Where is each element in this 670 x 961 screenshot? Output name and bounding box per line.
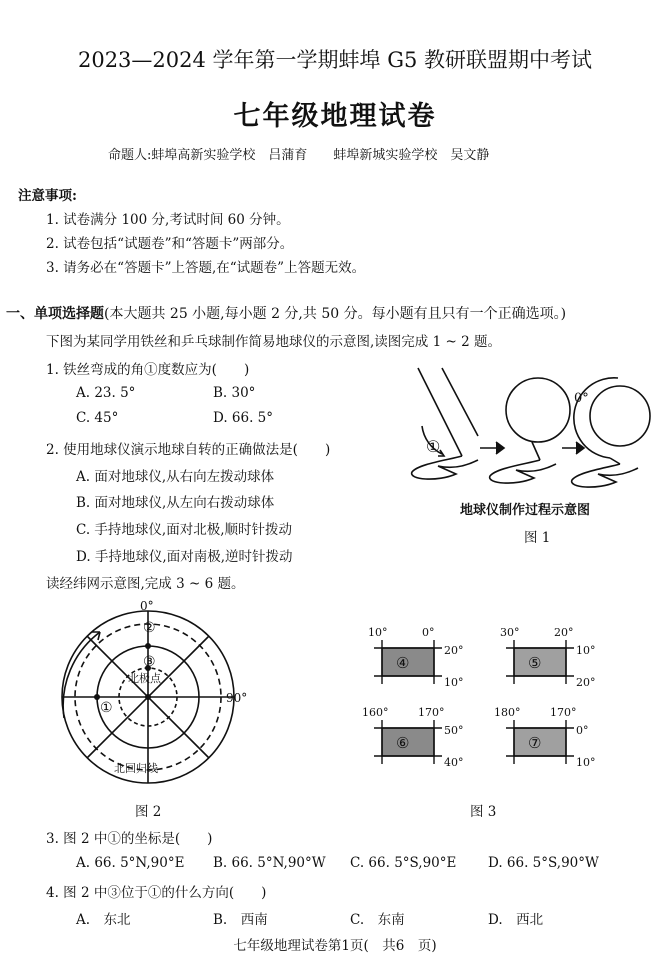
figure3-box-3	[362, 706, 464, 769]
figure3-grid-boxes	[360, 624, 612, 780]
q3-option-c: C. 66. 5°S,90°E	[350, 855, 457, 871]
figure2-caption: 图 2	[135, 804, 162, 820]
figure3-box-1	[368, 626, 464, 689]
figure3-label-top-left: 30°	[500, 626, 520, 639]
figure3-label-right-top: 10°	[576, 644, 596, 657]
q3-stem: 3. 图 2 中①的坐标是( )	[46, 831, 213, 847]
figure3-label-top-right: 0°	[422, 626, 435, 639]
figure3-box-id: ⑥	[396, 734, 410, 752]
section-heading-title: 一、单项选择题	[6, 306, 104, 322]
figure2-tropic: 北回归线	[114, 762, 158, 775]
q3-option-b: B. 66. 5°N,90°W	[213, 855, 326, 871]
figure3-box-id: ④	[396, 654, 410, 672]
intro-1-2: 下图为某同学用铁丝和乒乓球制作简易地球仪的示意图,读图完成 1 ~ 2 题。	[46, 334, 501, 350]
q4-option-a: A. 东北	[76, 912, 131, 928]
q2-option-c: C. 手持地球仪,面对北极,顺时针拨动	[76, 522, 293, 538]
authors-line: 命题人:蚌埠高新实验学校 吕蒲育 蚌埠新城实验学校 吴文静	[108, 148, 490, 163]
figure1-marker: ①	[426, 437, 441, 456]
notice-item-1: 1. 试卷满分 100 分,考试时间 60 分钟。	[46, 212, 290, 228]
figure3-label-top-left: 180°	[494, 706, 521, 719]
q1-option-a: A. 23. 5°	[76, 385, 136, 401]
q1-option-d: D. 66. 5°	[213, 410, 274, 426]
figure1-angle-label: 0°	[574, 391, 589, 406]
figure3-label-top-left: 160°	[362, 706, 389, 719]
figure3-caption: 图 3	[470, 804, 497, 820]
figure2-polar-grid	[52, 600, 252, 795]
notice-item-2: 2. 试卷包括“试题卷”和“答题卡”两部分。	[46, 236, 294, 252]
figure3-box-id: ⑦	[528, 734, 542, 752]
figure3-label-right-bottom: 10°	[444, 676, 464, 689]
figure3-label-top-right: 170°	[550, 706, 577, 719]
intro-3-6: 读经纬网示意图,完成 3 ~ 6 题。	[46, 576, 245, 592]
figure3-box-2	[500, 626, 596, 689]
figure1-inner-caption: 地球仪制作过程示意图	[460, 503, 591, 518]
section-heading	[6, 303, 566, 323]
exam-title: 2023—2024 学年第一学期蚌埠 G5 教研联盟期中考试	[77, 48, 593, 72]
q1-option-c: C. 45°	[76, 410, 119, 426]
q2-option-b: B. 面对地球仪,从左向右拨动球体	[76, 495, 275, 511]
figure3-box-id: ⑤	[528, 654, 542, 672]
page-footer: 七年级地理试卷第1页( 共6 页)	[233, 938, 437, 954]
q3-option-d: D. 66. 5°S,90°W	[488, 855, 599, 871]
figure2-label-0deg: 0°	[140, 600, 154, 613]
notice-item-3: 3. 请务必在“答题卡”上答题,在“试题卷”上答题无效。	[46, 260, 366, 276]
figure3-label-right-bottom: 10°	[576, 756, 596, 769]
figure3-label-top-right: 170°	[418, 706, 445, 719]
q1-option-b: B. 30°	[213, 385, 256, 401]
figure1-caption: 图 1	[524, 530, 551, 546]
figure1-globe-diagram	[398, 360, 660, 550]
q4-option-c: C. 东南	[350, 912, 405, 928]
figure3-label-right-top: 0°	[576, 724, 589, 737]
figure2-point-1: ①	[100, 700, 113, 716]
q3-option-a: A. 66. 5°N,90°E	[76, 855, 185, 871]
figure3-label-right-bottom: 20°	[576, 676, 596, 689]
q4-stem: 4. 图 2 中③位于①的什么方向( )	[46, 885, 267, 901]
figure3-label-right-top: 20°	[444, 644, 464, 657]
q1-stem: 1. 铁丝弯成的角①度数应为( )	[46, 362, 250, 378]
figure2-point-2: ②	[143, 620, 156, 636]
figure3-label-top-left: 10°	[368, 626, 388, 639]
figure3-box-4	[494, 706, 596, 769]
figure3-label-top-right: 20°	[554, 626, 574, 639]
q4-option-b: B. 西南	[213, 912, 268, 928]
section-heading-desc: (本大题共 25 小题,每小题 2 分,共 50 分。每小题有且只有一个正确选项。)	[104, 306, 567, 322]
figure2-north-pole: 北极点	[128, 672, 161, 685]
q2-stem: 2. 使用地球仪演示地球自转的正确做法是( )	[46, 442, 331, 458]
figure3-label-right-bottom: 40°	[444, 756, 464, 769]
q2-option-a: A. 面对地球仪,从右向左拨动球体	[76, 469, 275, 485]
figure3-label-right-top: 50°	[444, 724, 464, 737]
notice-heading: 注意事项:	[18, 188, 77, 204]
figure2-point-3: ③	[143, 654, 156, 670]
q2-option-d: D. 手持地球仪,面对南极,逆时针拨动	[76, 549, 293, 565]
paper-title: 七年级地理试卷	[233, 101, 437, 132]
q4-option-d: D. 西北	[488, 912, 544, 928]
figure2-label-90deg: 90°	[226, 691, 248, 705]
